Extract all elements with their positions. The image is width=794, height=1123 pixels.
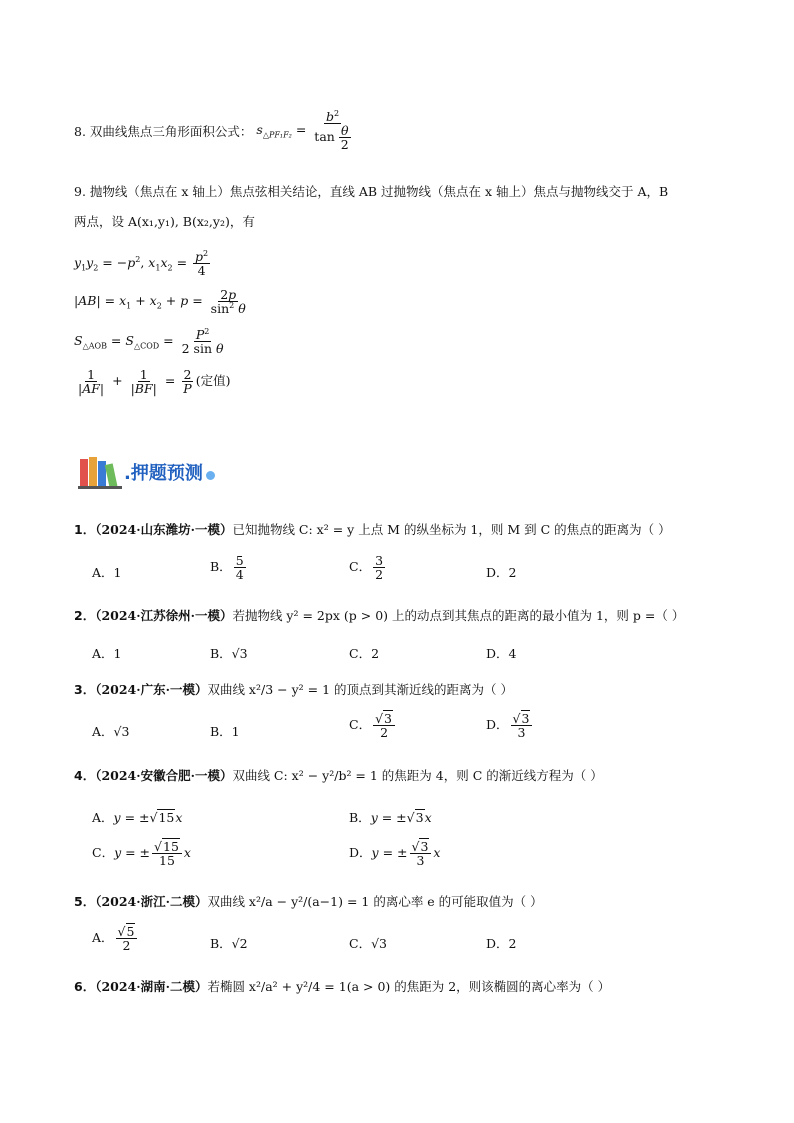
option-c[interactable]: C．2 xyxy=(349,646,380,661)
option-a[interactable]: A．1 xyxy=(92,565,122,580)
section-title: .押题预测 xyxy=(124,463,203,484)
question-source: （2024·江苏徐州·一模） xyxy=(95,608,233,623)
option-a[interactable]: A． $\frac{√5}{2}$ xyxy=(92,925,139,952)
option-b[interactable]: B．y = ±√3x xyxy=(349,810,432,825)
option-b[interactable]: B．√2 xyxy=(210,936,248,951)
formula-area-aob: $S_{\triangle AOB} = S_{\triangle COD}$ = $\frac{P^2}{\text{2 sin θ}}$ xyxy=(74,327,224,357)
option-d[interactable]: D．y = ± $\frac{√3}{3}$ x xyxy=(349,839,441,869)
question-stem: 双曲线 C: x² − y²/b² = 1 的焦距为 4，则 C 的渐近线方程为（ ） xyxy=(232,768,603,783)
books-icon xyxy=(78,455,124,489)
option-c-label: C． xyxy=(92,845,115,861)
question-6 xyxy=(74,977,734,995)
option-c[interactable]: C．√3 xyxy=(349,936,387,951)
option-a-label: A． xyxy=(92,930,114,946)
option-c[interactable]: C． $\frac{√3}{2}$ xyxy=(349,712,397,739)
question-stem: 已知抛物线 C: x² = y 上点 M 的纵坐标为 1，则 M 到 C 的焦点的距离为（ ） xyxy=(232,522,671,537)
option-a[interactable]: A．1 xyxy=(92,646,122,661)
question-stem: 若抛物线 y² = 2px (p > 0) 上的动点到其焦点的距离的最小值为 1，则 p =（ ） xyxy=(232,608,685,623)
question-stem: 若椭圆 x²/a² + y²/4 = 1(a > 0) 的焦距为 2，则该椭圆的离心率为（ ） xyxy=(207,979,611,994)
question-number: 6． xyxy=(74,979,96,994)
section-heading xyxy=(78,455,215,489)
question-number: 3． xyxy=(74,682,96,697)
question-number: 4． xyxy=(74,768,96,783)
option-c-label: C． xyxy=(349,559,372,575)
question-number: 5． xyxy=(74,894,96,909)
question-source: （2024·安徽合肥·一模） xyxy=(95,768,233,783)
option-c-label: C． xyxy=(349,717,372,733)
option-d[interactable]: D．2 xyxy=(486,936,517,951)
option-d[interactable]: D． $\frac{√3}{3}$ xyxy=(486,712,534,739)
option-b[interactable]: B．1 xyxy=(210,724,240,739)
option-b[interactable]: B． $\frac{5}{4}$ xyxy=(210,553,244,583)
question-1 xyxy=(74,520,734,538)
question-3 xyxy=(74,680,734,698)
option-b-label: B． xyxy=(349,810,371,825)
item-9-line2: 两点，设 A(x₁,y₁), B(x₂,y₂)，有 xyxy=(74,214,255,229)
option-c[interactable]: C．y = ± $\frac{√15}{15}$ x xyxy=(92,839,191,869)
dot-icon xyxy=(206,471,215,480)
option-b[interactable]: B．√3 xyxy=(210,646,248,661)
option-d[interactable]: D．2 xyxy=(486,565,517,580)
item-8 xyxy=(74,110,355,152)
question-number: 2． xyxy=(74,608,96,623)
option-d[interactable]: D．4 xyxy=(486,646,517,661)
option-a-label: A． xyxy=(92,810,114,825)
question-source: （2024·浙江·二模） xyxy=(95,894,208,909)
option-d-label: D． xyxy=(349,845,372,861)
question-4 xyxy=(74,766,734,784)
question-5 xyxy=(74,892,734,910)
item-9-line1: 9. 抛物线（焦点在 x 轴上）焦点弦相关结论，直线 AB 过抛物线（焦点在 x 轴上）焦点与抛物线交于 A，B xyxy=(74,184,669,199)
question-source: （2024·湖南·二模） xyxy=(95,979,208,994)
option-d-label: D． xyxy=(486,717,509,733)
formula-y1y2: $y_1y_2 = -p^2$, $x_1x_2$ = $\frac{p^2}{4}$ xyxy=(74,249,209,279)
formula-hyperbola-area: $s_{\triangle PF_1F_2}$ = $b^2$ tan $\frac{\theta}{2}$ xyxy=(256,109,349,153)
option-b-label: B． xyxy=(210,559,232,575)
formula-ab-length: $|AB| = x_1 + x_2 + p$ = $\frac{2p}{\sin^2 \theta}$ xyxy=(74,287,246,317)
question-stem: 双曲线 x²/3 − y² = 1 的顶点到其渐近线的距离为（ ） xyxy=(207,682,513,697)
question-source: （2024·山东潍坊·一模） xyxy=(95,522,233,537)
question-2 xyxy=(74,606,754,624)
question-number: 1． xyxy=(74,522,96,537)
fixed-value-label: (定值) xyxy=(195,373,231,389)
question-stem: 双曲线 x²/a − y²/(a−1) = 1 的离心率 e 的可能取值为（ ） xyxy=(207,894,543,909)
option-a[interactable]: A．√3 xyxy=(92,724,130,739)
item-9 xyxy=(74,182,734,230)
item-8-label: 8. 双曲线焦点三角形面积公式： xyxy=(74,123,253,139)
question-source: （2024·广东·一模） xyxy=(95,682,208,697)
option-a[interactable]: A．y = ±√15x xyxy=(92,810,183,825)
option-c[interactable]: C． $\frac{3}{2}$ xyxy=(349,553,384,583)
formula-reciprocal-sum: $\frac{1}{|AF|}$ + $\frac{1}{|BF|}$ = $\frac{2}{P}$ (定值) xyxy=(78,367,231,397)
